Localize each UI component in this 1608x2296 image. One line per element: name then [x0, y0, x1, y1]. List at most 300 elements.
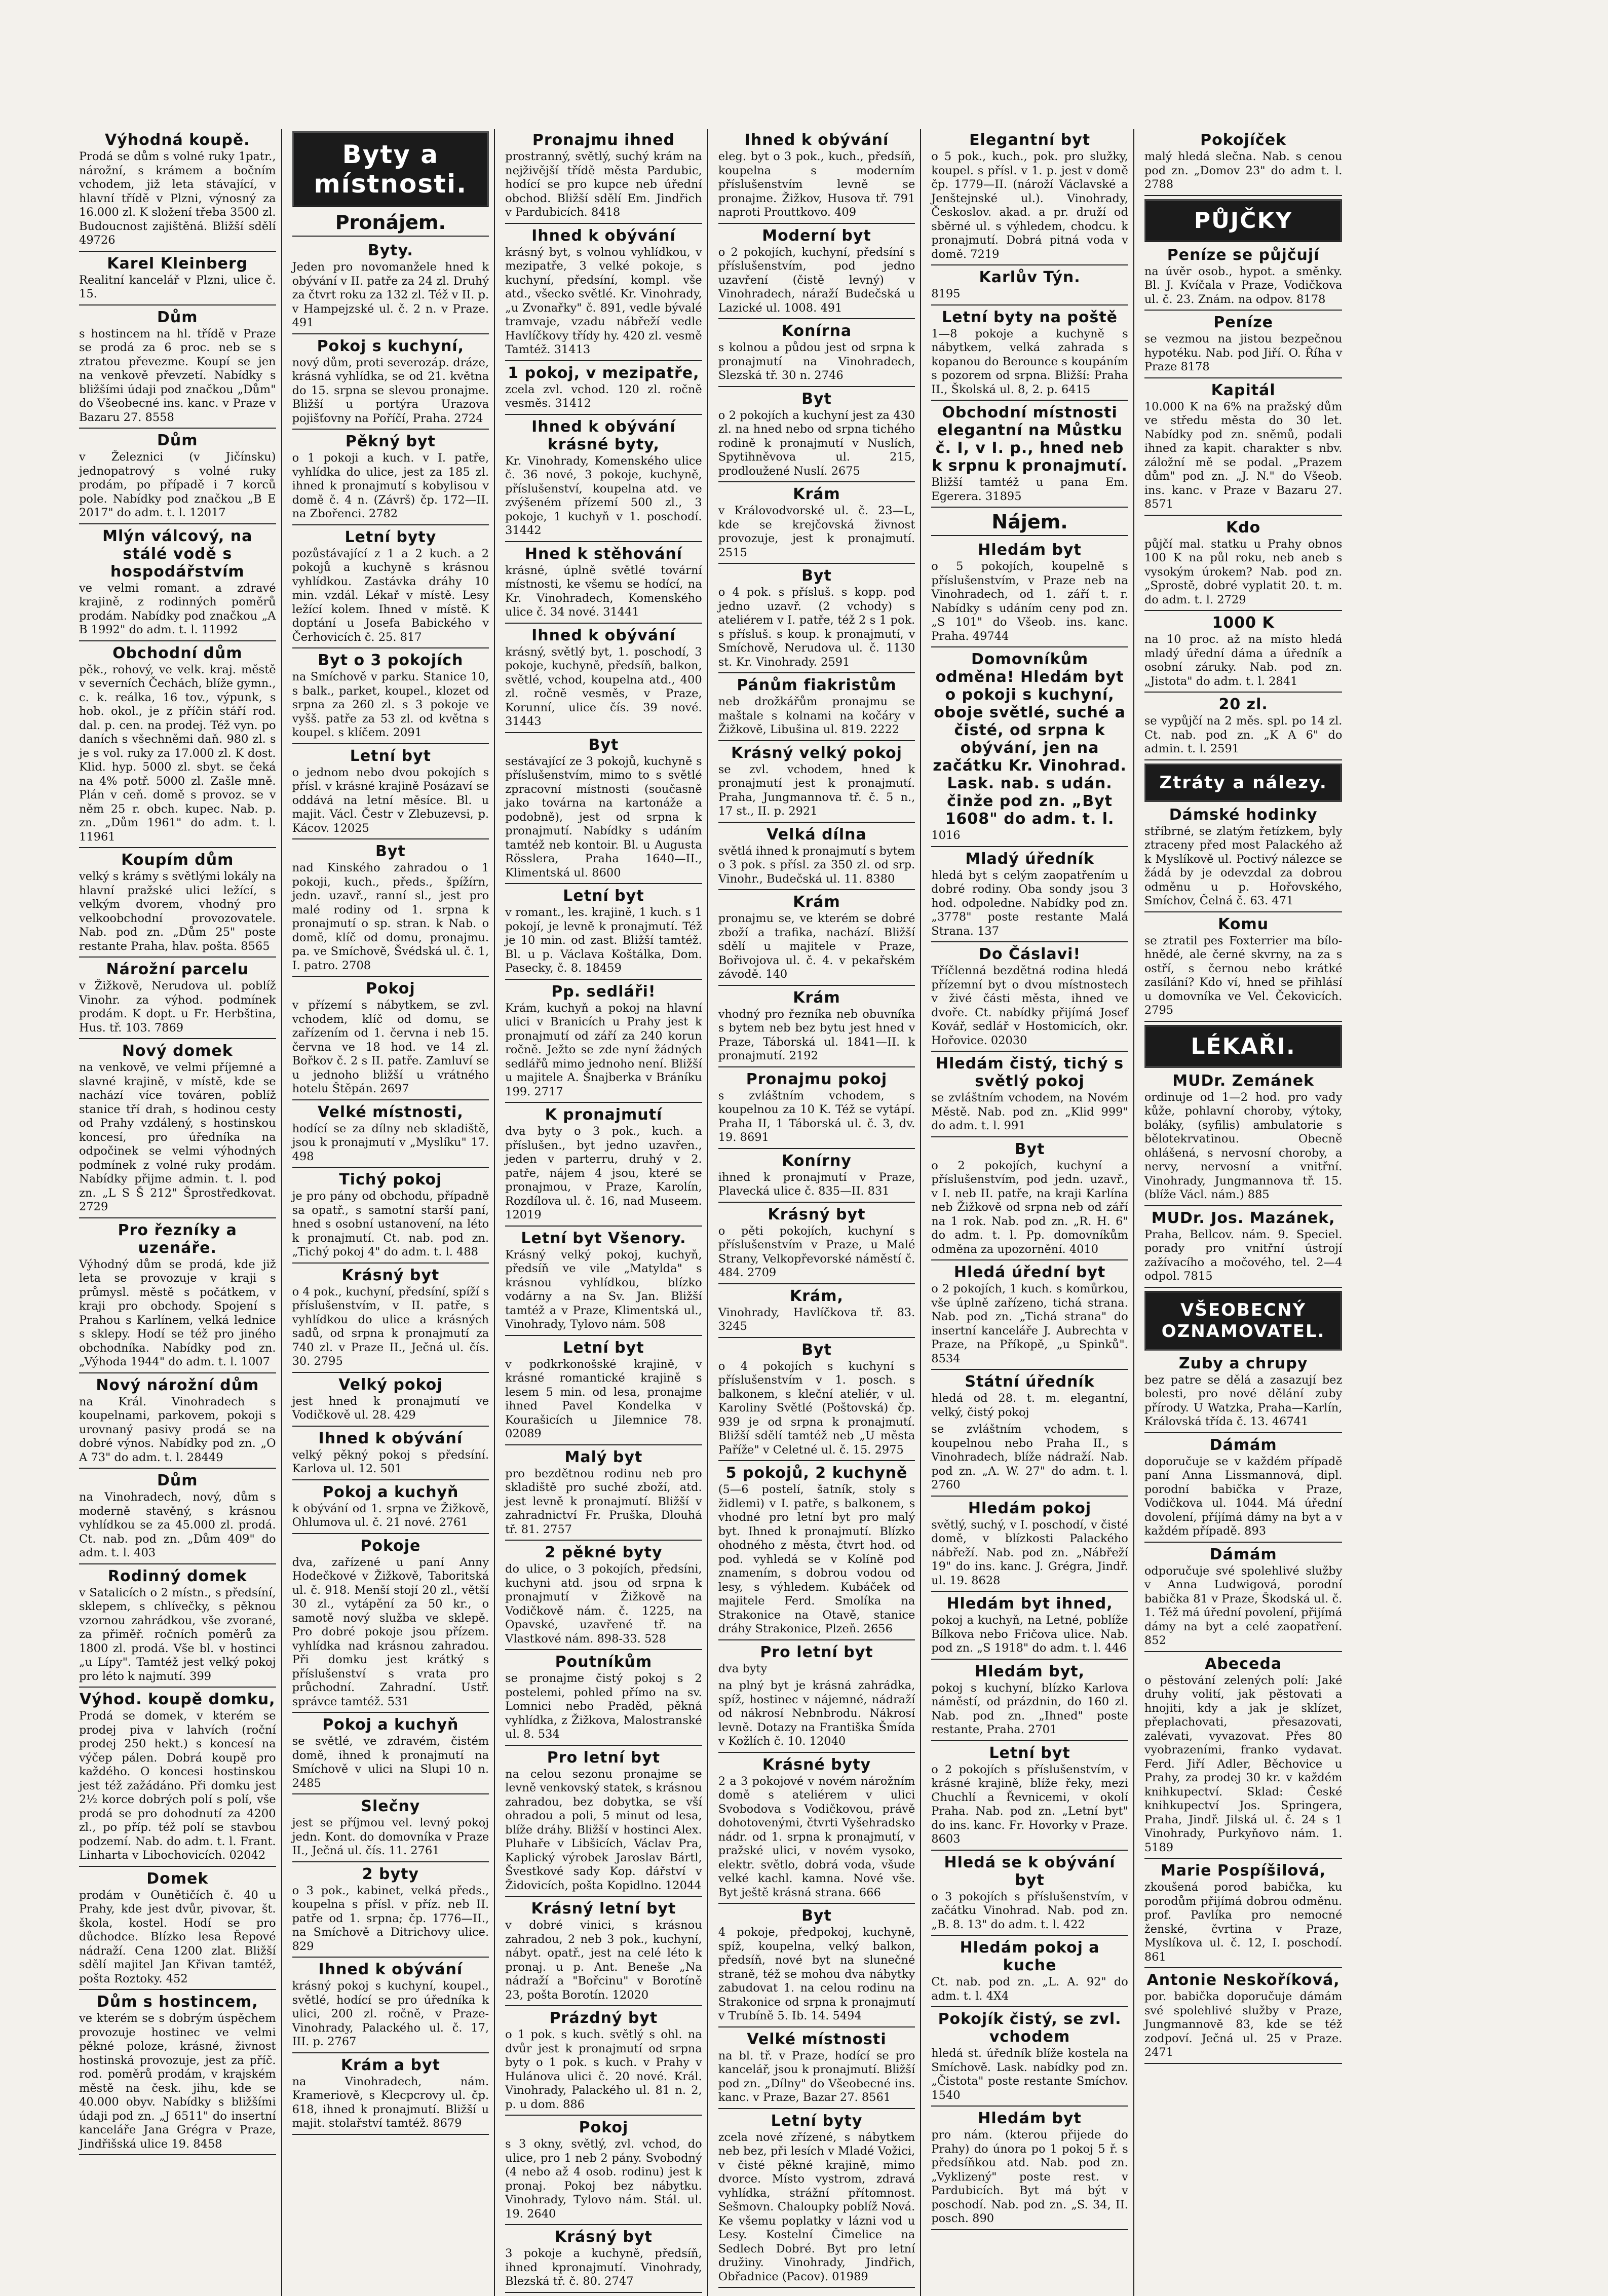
ad-heading: Marie Pospíšilová,	[1160, 1862, 1326, 1880]
ad-text: pěk., rohový, ve velk. kraj. městě v severních Čechách, blíže gymn., c. k. reálka, 16 tov., výpunk, s hob. okol., je z příčin stáří rod. dal. p. cen. na prodej. Též vyn. po daních s všechněmi daň. 980 zl. s je s vol. ruky za 17.000 zl. K dost. Klid. hyp. 5000 zl. sbyt. se čeká na 4% potř. 5000 zl. Zašle mně. Plán v ceň. domě s provoz. se v něm 25 r. obch. kupec. Nab. p. zn. „Dům 1961" do adm. t. l. 11961	[79, 663, 276, 844]
ad-divider	[292, 1372, 489, 1373]
classified-ad	[79, 851, 276, 953]
classified-ad	[931, 1854, 1128, 1932]
classified-ad	[718, 1464, 915, 1636]
classified-ad	[931, 404, 1128, 504]
ad-heading: Peníze	[1213, 314, 1274, 331]
ad-divider	[292, 1861, 489, 1862]
classified-ad	[505, 1230, 702, 1332]
ad-divider	[1144, 1967, 1343, 1968]
ad-divider	[1144, 377, 1343, 378]
ad-text: zcela nové zřízené, s nábytkem neb bez, při lesích v Mladé Vožici, v čisté pěkné krajině, mimo dvorce. Místo vystrom, zdravá vyhlídka, strážní přítomnost. Sešmovn. Chaloupky poblíž Nová. Ke všemu poplatky v lázni vod u Lesy. Kostelní Čimelice na Sedlech Dobré. Byt pro letní družiny. Vinohrady, Jindřich, Obřadnice (Pacov). 01989	[718, 2130, 915, 2283]
ad-divider	[79, 1989, 276, 1990]
ad-text: 4 pokoje, předpokoj, kuchyně, spíž, koupelna, velký balkon, předsíň, nové byt na slunečné straně, též se mohou dva nábytky zabudovat 1. na celou rodinu na Strakonice od srpna k pronajmutí v Trubíně 5. Ib. 14. 5494	[718, 1926, 915, 2022]
classified-ad	[718, 567, 915, 669]
ad-heading: Ihned k obývání	[744, 131, 889, 149]
ad-heading: Krám	[793, 893, 840, 911]
ad-heading: Dům	[157, 1472, 198, 1489]
classified-ad	[505, 887, 702, 976]
classified-ad	[718, 131, 915, 220]
classified-ad	[931, 1595, 1128, 1656]
ad-heading: Výhodná koupě.	[104, 131, 250, 149]
ad-divider	[718, 1202, 915, 1203]
ad-text: o 2 pokojích, 1 kuch. s komůrkou, vše úplně zařízeno, tichá strana. Nab. pod zn. „Tichá strana" do insertní kanceláře J. Aubrechta v Praze, na Příkopě, „u Spinků". 8534	[931, 1282, 1128, 1365]
ad-text: Realitní kancelář v Plzni, ulice č. 15.	[79, 273, 276, 300]
ad-text: na Král. Vinohradech s koupelnami, parkovem, pokoji s urovnaný pasivy prodá se na dobré výnos. Nabídky pod zn. „O A 73" do adm. t. l. 28449	[79, 1395, 276, 1464]
classified-ad	[931, 2110, 1128, 2226]
classified-ad	[718, 2031, 915, 2105]
classified-ad	[505, 131, 702, 220]
ad-divider	[718, 2026, 915, 2027]
ad-divider	[292, 1712, 489, 1713]
ad-divider	[931, 1935, 1128, 1936]
classified-ad	[718, 1152, 915, 1199]
ad-heading: Letní byt	[563, 1338, 644, 1357]
ad-text: na bl. tř. v Praze, hodící se pro kancelář, jsou k pronajmutí. Bližší pod zn. „Dílny" do Všeobecné ins. kanc. v Praze, Bazar 27. 8561	[718, 2049, 915, 2104]
ad-heading: Pokoj a kuchyň	[322, 1483, 459, 1501]
classified-ad	[292, 433, 489, 521]
ad-divider	[931, 2229, 1128, 2230]
ad-heading: Byty.	[367, 242, 413, 259]
ad-text: o 5 pok., kuch., pok. pro služky, koupel. s přísl. v 1. p. jest v domě čp. 1779—II. (nároží Václavské a Jenštejnské ul.). Vinohrady, Českoslov. akad. a pr. druží od sběrné ul. s výhledem, chodcu. k pronajmutí. Dobrá pitná voda v domě. 7219	[931, 150, 1128, 261]
ad-heading: Byt	[801, 1341, 832, 1359]
ad-divider	[505, 1335, 702, 1336]
ad-text: Tříčlenná bezdětná rodina hledá přízemní byt o dvou místnostech v živé části města, ihned ve dvoře. Ct. nabídky přijímá Josef Kovář, sedlář v Hostomicích, okr. Hořovice. 02030	[931, 964, 1128, 1047]
classified-ad	[505, 1544, 702, 1646]
column-4	[715, 129, 922, 2296]
section-banner: Ztráty a nálezy.	[1144, 763, 1343, 802]
ad-divider	[79, 1687, 276, 1688]
ad-divider	[505, 2224, 702, 2225]
ad-divider	[718, 1460, 915, 1461]
ad-divider	[505, 1896, 702, 1897]
ad-text: 2 a 3 pokojové v novém nárožním domě s ateliérem v ulici Svobodova s Vodičkovou, právě dohotovenými, čtvrti Vyšehradsko nádr. od 1. srpna k pronajmutí, v pražské ulici, v novém vysoko, elektr. světlo, dobrá voda, všude velké kachl. kamna. Nové vše. Byt ještě krásná strana. 666	[718, 1774, 915, 1899]
ad-heading: Pokojík čistý, se zvl. vchodem	[938, 2010, 1122, 2046]
classified-ad	[292, 1797, 489, 1858]
ad-text: s zvláštním vchodem, s koupelnou za 10 K. Též se vytápí. Praha II, 1 Táborská ul. č. 3, dv. 19. 8691	[718, 1089, 915, 1144]
ad-text: v přízemí s nábytkem, se zvl. vchodem, klíč od domu, se zařízením od 1. června i neb 15. června ve 18 hod. ve 14 zl. Bořkov č. 2 s II. patře. Zamluví se u jednoho bližší u vrátného hotelu Štěpán. 2697	[292, 999, 489, 1095]
ad-text: se zvláštním vchodem, na Novém Městě. Nab. pod zn. „Klid 999" do adm. t. l. 991	[931, 1091, 1128, 1132]
ad-divider	[718, 2287, 915, 2288]
ad-text: eleg. byt o 3 pok., kuch., předsíň, koupelna s moderním příslušenstvím levně se pronajme. Žižkov, Husova tř. 791 naproti Prouttkovo. 409	[718, 150, 915, 219]
section-banner: Byty a místnosti.	[292, 131, 489, 207]
ad-divider	[79, 1038, 276, 1039]
ad-divider	[79, 428, 276, 429]
classified-ad	[931, 850, 1128, 939]
classified-ad	[718, 989, 915, 1063]
ad-text: v romant., les. krajině, 1 kuch. s 1 pokojí, je levně k pronajmutí. Též je 10 min. od zast. Bližší tamtéž. Bl. u p. Václava Koštálka, Dom. Pasecky, č. 8. 18459	[505, 906, 702, 975]
ad-divider	[718, 2108, 915, 2109]
ad-divider	[292, 333, 489, 334]
ad-heading: Mlýn válcový, na stálé vodě s hospodářstvím	[102, 527, 253, 581]
classified-ad	[79, 527, 276, 637]
ad-heading: Poutníkům	[555, 1653, 653, 1671]
ad-divider	[931, 1259, 1128, 1260]
ad-heading: Nárožní parcelu	[106, 961, 249, 978]
ad-text: prostranný, světlý, suchý krám na nejživější třídě města Pardubic, hodící se pro kupce neb úřední obchod. Bližší sdělí Em. Jindřich v Pardubicích. 8418	[505, 150, 702, 219]
classified-ad	[79, 432, 276, 520]
ad-text: k obývání od 1. srpna ve Žižkově, Ohlumova ul. č. 21 nové. 2761	[292, 1502, 489, 1529]
ad-heading: Malý byt	[564, 1448, 643, 1466]
ad-divider	[1144, 759, 1343, 760]
ad-heading: Krásný byt	[768, 1205, 866, 1223]
ad-text: s kolnou a půdou jest od srpna k pronajmutí na Vinohradech, Slezská tř. 30 n. 2746	[718, 341, 915, 382]
ad-divider	[292, 1262, 489, 1264]
ad-text: 1016	[931, 829, 961, 842]
ad-text: se vypůjčí na 2 měs. spl. po 14 zl. Ct. nab. pod zn. „K A 6" do admin. t. l. 2591	[1144, 714, 1343, 755]
ad-heading: Dámám	[1209, 1545, 1277, 1563]
ad-text: hledá byt s celým zaopatřením u dobré rodiny. Oba sondy jsou 3 hod. odpoledne. Nabídky pod zn. „3778" poste restante Malá Strana. 137	[931, 868, 1128, 938]
ad-heading: Krám a byt	[340, 2056, 440, 2074]
ad-text: o pěti pokojích, kuchyní s příslušenstvím v Praze, u Malé Strany, Velkopřevorské náměstí č. 484. 2709	[718, 1224, 915, 1279]
ad-heading: Hledám pokoj a kuche	[960, 1939, 1100, 1974]
classified-ad	[505, 627, 702, 729]
classified-ad	[1144, 1355, 1343, 1429]
classified-ad	[1144, 246, 1343, 307]
ad-divider	[292, 1533, 489, 1534]
ad-text: (5—6 postelí, šatník, stoly s židlemi) v I. patře, s balkonem, s vhodné pro letní byt pro malý byt. Ihned k pronajmutí. Blízko ohodného z města, čtvrt hod. od pod. vyhledá se v Kolíně pod znamením, s dobrou vodou od lesy, s výhledem. Kubáček od majitele Ferd. Smolíka na Strakonice na Otavě, stanice dráhy Strakonice, Plzeň. 2656	[718, 1483, 915, 1635]
classified-ad	[718, 744, 915, 819]
ad-divider	[1144, 310, 1343, 311]
ad-text: ve kterém se s dobrým úspěchem provozuje hostinec ve velmi pěkné poloze, krásné, živnost hostinská provozuje, jest za příč. rod. poměrů prodám, v krajském městě na česk. jihu, kde se 40.000 obyv. Nabídky s bližšími údaji pod zn. „J 6511" do insertní kanceláře Jana Grégra v Praze, Jindřišská ulice 19. 8458	[79, 2012, 276, 2151]
ad-heading: Velké místnosti	[747, 2030, 887, 2048]
classified-ad	[718, 390, 915, 479]
classified-ad	[505, 736, 702, 881]
ad-heading: Ihned k obývání	[531, 226, 676, 245]
ad-text: nad Kinského zahradou o 1 pokoji, kuch., předs., špížírn, jedn. uzavř., ranní sl., jest pro malé rodiny od 1. srpna k pronajmutí o sp. stran. k Nab. o domě, klíč od domu, pronajmu. pa. ve Smíchově, Švédská ul. č. 1, I. patro. 2708	[292, 861, 489, 972]
classified-ad	[79, 1993, 276, 2151]
classified-ad	[505, 2009, 702, 2112]
ad-divider	[505, 1102, 702, 1103]
ad-text: se světlé, ve zdravém, čistém domě, ihned k pronajmutí na Smíchově v ulici na Slupi 10 n. 2485	[292, 1735, 489, 1790]
ad-text: o 2 pokojích, kuchyní a příslušenstvím, pod jedn. uzavř., v I. neb II. patře, na kraji Karlína neb Žižkově od srpna neb od září na 1 rok. Nab. pod zn. „R. H. 6" do adm. t. l. Pp. domovníkům odměna za upozornění. 4010	[931, 1159, 1128, 1256]
ad-heading: Karel Kleinberg	[107, 254, 248, 273]
column-6	[1141, 129, 1348, 2296]
classified-ad	[292, 1376, 489, 1423]
classified-ad	[1144, 696, 1343, 756]
classified-ad	[718, 1206, 915, 1280]
classified-ad	[79, 1221, 276, 1369]
classified-ad	[79, 1472, 276, 1560]
classified-ad	[718, 1341, 915, 1458]
ad-text: se ztratil pes Foxterrier ma bílo-hnědé, ale černé skvrny, na za s ostří, s černou nebo krátké zasílání? Kdo ví, hned se přihlásí u domovníka ve Vel. Čekovicích. 2795	[1144, 934, 1343, 1017]
classified-ad	[505, 364, 702, 411]
ad-text: do ulice, o 3 pokojích, předsíni, kuchyni atd. jsou od srpna k pronajmutí v Žižkově na Vodičkově nám. č. 1225, na Opavské, uzavřené tř. na Vlastkové nám. 898-33. 528	[505, 1562, 702, 1646]
ad-text: zcela zvl. vchod. 120 zl. ročně vesměs. 31412	[505, 382, 702, 410]
classified-ad	[292, 747, 489, 836]
ad-divider	[292, 1479, 489, 1480]
ad-divider	[931, 1591, 1128, 1592]
ad-heading: Hledám byt	[978, 2110, 1082, 2127]
classified-ad	[1144, 519, 1343, 607]
ad-heading: Mladý úředník	[965, 850, 1094, 868]
ad-heading: Dům s hostincem,	[96, 1993, 258, 2011]
ad-text: krásné, úplně světlé tovární místnosti, ke všemu se hodící, na Kr. Vinohradech, Komenského ulice č. 34 nové. 31441	[505, 563, 702, 619]
ad-heading: Pokoj a kuchyň	[322, 1716, 459, 1734]
ad-divider	[292, 838, 489, 839]
classified-ad	[292, 1483, 489, 1530]
ad-divider	[931, 1136, 1128, 1137]
ad-text: por. babička doporučuje dámám své spolehlivé služby v Praze, Jungmannově 83, kde se též zodpoví. Ječná ul. 25 v Praze. 2471	[1144, 1990, 1343, 2059]
ad-heading: Dámské hodinky	[1169, 806, 1318, 824]
classified-ad	[292, 652, 489, 740]
ad-text: pro nám. (kterou přijede do Prahy) do února po 1 pokoj 5 ř. s předsíňkou atd. Nab. pod zn. „Vyklizený" poste rest. v Pardubicích. Byt má být v poschodí. Nab. pod zn. „S. 34, II. posch. 890	[931, 2128, 1128, 2225]
classified-ad	[505, 545, 702, 620]
ad-text: s 3 okny, světlý, zvl. vchod, do ulice, pro 1 neb 2 pány. Svobodný (4 nebo až 4 osob. rodinu) jest k pronaj. Pokoj bez nábytku. Vinohrady, Tylovo nám. Stál. ul. 19. 2640	[505, 2137, 702, 2221]
ad-divider	[1144, 515, 1343, 516]
ad-heading: Byt	[1014, 1140, 1045, 1158]
ad-divider	[505, 2115, 702, 2116]
ad-divider	[718, 1283, 915, 1284]
ad-divider	[292, 647, 489, 648]
ad-heading: Pokojíček	[1200, 131, 1287, 149]
ad-heading: Konírna	[781, 322, 852, 340]
ad-heading: K pronajmutí	[545, 1106, 663, 1124]
ad-text: v podkrkonošské krajině, v krásné romantické krajině s lesem 5 min. od lesa, pronajme ihned Pavel Kondelka v Kourašicích u Jilemnice 78. 02089	[505, 1357, 702, 1440]
ad-text: na celou sezonu pronajme se levně venkovský statek, s krásnou zahradou, bez dobytka, se vší ohradou a poli, 5 minut od lesa, blíže dráhy. Bližší v hostinci Alex. Pluhaře v Libšicích, Václav Pra, Kaplický výrobek Jaroslav Bártl, Švestkové sady Kop. dářství v Židovicích, pošta Kopidlno. 12044	[505, 1767, 702, 1892]
classified-ad	[1144, 806, 1343, 908]
ad-text: v Satalicích o 2 místn., s předsíní, sklepem, s chlívečky, s pěknou vzornou zahrádkou, vše zvorané, za přiměř. ročních poměrů za 1800 zl. prodá. Vše bl. v hostinci „u Lípy". Tamtéž jest velký pokoj pro léto k najmutí. 399	[79, 1586, 276, 1683]
ad-text: velký s krámy s světlými lokály na hlavní pražské ulici ležící, s velkým dvorem, vhodný pro velkoobchodní provozovatele. Nab. pod zn. „Dům 25" poste restante Praha, hlav. pošta. 8565	[79, 870, 276, 953]
ad-text: světlá ihned k pronajmutí s bytem o 3 pok. s přísl. za 350 zl. od srp. Vinohr., Budečská ul. 11. 8380	[718, 844, 915, 886]
classified-ad	[79, 1376, 276, 1465]
classified-ad	[79, 1691, 276, 1863]
ad-text: o 2 pokojích a kuchyní jest za 430 zl. na hned nebo od srpna tichého rodině k pronajmutí v Nuslích, Spytihněvova ul. 215, prodloužené Nuslí. 2675	[718, 408, 915, 478]
ad-text: na Vinohradech, nám. Krameriově, s Klecpcrovy ul. čp. 618, ihned k pronajmutí. Bližší u majit. stolařství tamtéž. 8679	[292, 2075, 489, 2130]
ad-text: Bližší tamtéž u pana Em. Egerera. 31895	[931, 476, 1128, 503]
ad-heading: Pro řezníky a uzenáře.	[118, 1221, 237, 1257]
ad-heading: Peníze se půjčují	[1167, 246, 1320, 264]
ad-text: ve velmi romant. a zdravé krajině, z rodinných poměrů prodám. Nabídky pod značkou „A B 1992" do adm. t. l. 11992	[79, 581, 276, 636]
classified-ad	[931, 1055, 1128, 1133]
ad-divider	[292, 976, 489, 977]
ad-heading: MUDr. Jos. Mazánek,	[1151, 1209, 1335, 1227]
ad-heading: Hledám čistý, tichý s světlý pokoj	[936, 1055, 1124, 1090]
ad-text: pronajmu se, ve kterém se dobré zboží a trafika, nachází. Bližší sdělí u majitele v Praze, Bořivojova ul. č. 4. v pekařském závodě. 140	[718, 912, 915, 981]
ad-divider	[931, 264, 1128, 265]
classified-ad	[79, 1870, 276, 1986]
ad-divider	[718, 1066, 915, 1067]
ad-heading: Hledám byt	[978, 541, 1082, 559]
ad-text: Praha, Bellcov. nám. 9. Speciel. porady pro vnitřní ústrojí zažívacího a močového, tel. 2—4 odpol. 7815	[1144, 1228, 1343, 1283]
ad-text: pozůstávající z 1 a 2 kuch. a 2 pokojů a kuchyně s krásnou vyhlídkou. Zastávka dráhy 10 min. vzdál. Lékař v místě. Lesy ležící kolem. Ihned v místě. K doptání u Josefa Babického v Čerhovicích č. 25. 817	[292, 547, 489, 644]
classified-ad	[718, 2112, 915, 2284]
ad-divider	[718, 822, 915, 823]
classified-ad	[1144, 1655, 1343, 1855]
ad-divider	[292, 1957, 489, 1958]
classified-ad	[505, 1448, 702, 1537]
ad-divider	[931, 1496, 1128, 1497]
ad-divider	[1144, 911, 1343, 912]
ad-heading: Pp. sedláři!	[551, 982, 656, 1001]
ad-divider	[931, 646, 1128, 647]
ad-text: malý hledá slečna. Nab. s cenou pod zn. „Domov 23" do adm t. l. 2788	[1144, 150, 1343, 191]
ad-divider	[79, 847, 276, 848]
classified-ad	[718, 1756, 915, 1900]
classified-ad	[931, 269, 1128, 301]
ad-text: v dobré vinici, s krásnou zahradou, 2 neb 3 pok., kuchyní, nábyt. opatř., jest na celé léto k pronaj. u p. Ant. Beneše „Na nádraží a "Bořcinu" v Borotíně 23, pošta Borotín. 12020	[505, 1919, 702, 2002]
ad-heading: Krám	[793, 485, 840, 503]
ad-heading: Krám,	[790, 1287, 844, 1305]
ad-divider	[1144, 1021, 1343, 1022]
ad-text: o 4 pokojích s kuchyní s příslušenstvím v 1. posch. s balkonem, s kleční ateliér, v ul. Karoliny Světlé (Poštovská) čp. 939 je od srpna k pronajmutí. Bližší sdělí tamtéž neb „U města Paříže" v Celetné ul. č. 15. 2975	[718, 1359, 915, 1457]
ad-heading: 1000 K	[1212, 614, 1275, 632]
ad-text: o 2 pokojích, kuchyní, předsíní s příslušenstvím, pod jedno uzavření (čistě levný) v Vinohradech, náraží Budečská u Lazické ul. 1008. 491	[718, 245, 915, 315]
ad-text: Vinohrady, Havlíčkova tř. 83. 3245	[718, 1306, 915, 1333]
ad-heading: Antonie Neskoříková,	[1146, 1971, 1340, 1989]
classified-ad	[718, 676, 915, 737]
ad-divider	[1144, 2063, 1343, 2064]
classified-ad	[505, 1749, 702, 1893]
ad-text: Výhodný dům se prodá, kde již leta se provozuje v kraji s průmysl. městě s počátkem, v kraji pro obchody. Spojení s Prahou s Karlínem, velká lednice s sklepy. Hodí se též pro jiného obchodníka. Nabídky pod zn. „Výhoda 1944" do adm. t. l. 1007	[79, 1257, 276, 1368]
ad-divider	[79, 956, 276, 958]
ad-text: dva byty	[718, 1662, 768, 1675]
ad-heading: Nový domek	[122, 1042, 233, 1060]
ad-divider	[505, 1444, 702, 1445]
ad-text: o jednom nebo dvou pokojích s přísl. v krásné krajině Posázaví se oddává na letní měsíce. Bl. u majit. Václ. Čestr v Zlebuzevsi, p. Kácov. 12025	[292, 766, 489, 835]
ad-text: odporučuje své spolehlivé služby v Anna Ludwigová, porodní babička 81 v Praze, Škodská ul. č. 1. Též má úřední povolení, přijímá dámy na byt a celé zaopatření. 852	[1144, 1564, 1343, 1647]
ad-text: dva, zařízené u paní Anny Hodečkové v Žižkově, Taboritská ul. č. 918. Menší stojí 20 zl., větší 30 zl., vytápění za 50 kr., o samotě nový služba ve sklepě. Pro dobré pokoje jsou přízem. vyhlídka nad krásnou zahradou. Při domku jest krátký s příslušenství s vrata pro průchodní. Zahradní. Ustř. správce tamtéž. 531	[292, 1555, 489, 1708]
ad-text: Prodá se dům s volné ruky 1patr., nárožní, s krámem a bočním vchodem, již leta stávající, v hlavní třídě v Plzni, výnosný za 16.000 zl. K složení třeba 3500 zl. Budoucnost zajištěná. Bližší sdělí 49726	[79, 150, 276, 247]
classified-ad	[931, 1140, 1128, 1257]
classified-ad	[505, 1106, 702, 1222]
ad-divider	[718, 318, 915, 319]
ad-heading: Pronajmu ihned	[532, 131, 675, 149]
ad-heading: Pokoj	[366, 980, 415, 998]
ad-divider	[505, 623, 702, 624]
ad-text: o 4 pok., kuchyní, předsíní, spíží s příslušenstvím, v II. patře, s vyhlídkou do ulice a krásných sadů, od srpna k pronajmutí za 740 zl. v Praze II., Ječná ul. čís. 30. 2795	[292, 1285, 489, 1368]
ad-text: na Smíchově v parku. Stanice 10, s balk., parket, koupel., klozet od srpna za 260 zl. s 3 pokoje ve vyšš. patře za 53 zl. od května s koupel. s klíčem. 2091	[292, 670, 489, 739]
ad-heading: Pokoj	[579, 2119, 629, 2136]
ad-heading: Letní byty na poště	[942, 308, 1118, 326]
ad-heading: Krásný letní byt	[531, 1900, 676, 1918]
ad-heading: MUDr. Zemánek	[1172, 1072, 1314, 1090]
ad-text: v Královodvorské ul. č. 23—L, kde se krejčovská živnost provozuje, jest k pronajmutí. 2515	[718, 504, 915, 559]
ad-divider	[79, 523, 276, 524]
ad-divider	[1144, 1542, 1343, 1543]
ad-text: na venkově, ve velmi příjemné a slavné krajině, v místě, kde se nachází více továren, poblíž stanice tří drah, s hodinou cesty od Prahy vzdálený, s hostinskou koncesí, pro úředníka na odpočinek se velmi výhodných podmínek z volné ruky prodám. Nabídky přijme admin. t. l. pod zn. „L S Š 212" Šprostředkovat. 2729	[79, 1061, 276, 1213]
classified-ad	[1144, 1862, 1343, 1964]
ad-heading: Domek	[146, 1869, 209, 1888]
section-banner: VŠEOBECNÝ OZNAMOVATEL.	[1144, 1291, 1343, 1351]
ad-heading: Byt	[375, 843, 406, 860]
ad-divider	[931, 846, 1128, 847]
ad-divider	[292, 1167, 489, 1168]
ad-text: o pěstování zelených polí: Jaké druhy volití, jak pěstovati a hnojiti, kdy a jak je sklízet, přeplachovati, přesazovati, zalévati, vyvazovat. Přes 80 vyobrazeními, franko vydavat. Ferd. Jiří Adler, Běchovice u Prahy, za prodej 30 kr. v každém knihkupectví. Sklad: České knihkupectví Jos. Springera, Praha, Jindř. Jilská ul. č. 24 s 1 Vinohrady, Purkyňovo nám. 1. 5189	[1144, 1673, 1343, 1854]
classified-ad	[718, 322, 915, 383]
ad-heading: Letní byty	[771, 2112, 863, 2130]
ad-divider	[79, 1866, 276, 1867]
classified-ad	[718, 485, 915, 560]
ad-divider	[292, 1099, 489, 1100]
ad-heading: Letní byt	[350, 747, 431, 765]
ad-text: prodám v Ounětičích č. 40 u Prahy, kde jest dvůr, pivovar, št. škola, kostel. Hodí se pro důchodce. Blízko lesa Řepové nádraží. Cena 1200 zlat. Bližší sdělí majitel Jan Křivan tamtéž, pošta Roztoky. 452	[79, 1888, 276, 1985]
ad-heading: Domovníkům odměna! Hledám byt o pokoji s kuchyní, oboje světlé, suché a čisté, od srpna k obývání, jen na začátku Kr. Vinohrad. Lask. nab. s udán. činže pod zn. „Byt 1608" do adm. t. l.	[933, 650, 1127, 828]
classified-ad	[505, 2119, 702, 2221]
ad-text: o 3 pokojích s příslušenstvím, v začátku Vinohrad. Nab. pod zn. „B. 8. 13" do adm. t. l. 422	[931, 1890, 1128, 1931]
ad-divider	[505, 414, 702, 415]
ad-divider	[718, 672, 915, 673]
ad-text: jest se příjmou vel. levný pokoj jedn. Kont. do domovníka v Praze II., Ječná ul. čís. 11. 2761	[292, 1816, 489, 1857]
ad-divider	[79, 304, 276, 305]
ad-divider	[79, 2154, 276, 2155]
ad-heading: Státní úředník	[965, 1373, 1095, 1391]
classified-ad	[79, 309, 276, 425]
ad-heading: Abeceda	[1205, 1655, 1282, 1673]
classified-ad	[292, 1103, 489, 1164]
classified-ad	[718, 1643, 915, 1749]
section-banner: LÉKAŘI.	[1144, 1025, 1343, 1068]
ad-heading: Letní byt Všenory.	[521, 1229, 686, 1247]
column-1	[76, 129, 282, 2296]
classified-ad	[79, 644, 276, 845]
ad-text: Jeden pro novomanžele hned k obývání v II. patře za 24 zl. Druhý za čtvrt roku za 132 zl. Též v II. p. v Hampejzské ul. č. 2 n. v Praze. 491	[292, 260, 489, 329]
ad-divider	[79, 251, 276, 252]
ad-heading: 2 byty	[362, 1865, 419, 1883]
classified-ad	[1144, 1072, 1343, 1202]
classified-ad	[1144, 1436, 1343, 1539]
classified-ad	[292, 843, 489, 973]
ad-heading: Hledám pokoj	[968, 1499, 1092, 1517]
ad-text: se pronajme čistý pokoj s 2 postelemi, pohled přímo na sv. Lomnici nebo Praděd, pěkná vyhlídka, z Žižkova, Malostranské ul. 8. 534	[505, 1672, 702, 1741]
ad-text: s hostincem na hl. třídě v Praze se prodá za 6 proc. neb se s ztratou převezme. Koupí se jen na venkově převzetí. Nabídky s bližšími údaji pod značkou „Dům" do Všeobecné ins. kanc. v Praze v Bazaru 27. 8558	[79, 327, 276, 424]
ad-text: pokoj s kuchyní, blízko Karlova náměstí, od prázdnin, do 160 zl. Nab. pod zn. „Ihned" poste restante, Praha. 2701	[931, 1681, 1128, 1736]
classified-ad	[1144, 1971, 1343, 2060]
ad-text: pokoj a kuchyň, na Letné, poblíže Bílkova nebo Fričova ulice. Nab. pod zn. „S 1918" do adm. t. l. 446	[931, 1614, 1128, 1655]
ad-text: pro bezdětnou rodinu neb pro skladiště pro suché zboží, atd. jest levně k pronajmutí. Bližší v zahradnictví Fr. Pruška, Dlouhá tř. 81. 2757	[505, 1467, 702, 1536]
ad-heading: 20 zl.	[1218, 696, 1268, 713]
classified-ad	[1144, 915, 1343, 1018]
ad-heading: Do Čáslavi!	[979, 945, 1081, 963]
ad-divider	[931, 941, 1128, 942]
classified-ad	[718, 1070, 915, 1145]
ad-heading: Tichý pokoj	[339, 1171, 442, 1189]
ad-heading: Byt o 3 pokojích	[318, 652, 464, 669]
classified-ad	[505, 1339, 702, 1441]
ad-divider	[1144, 1287, 1343, 1288]
classified-ad	[292, 1171, 489, 1259]
ad-text: dva byty o 3 pok., kuch. a příslušen., byt jedno uzavřen., jeden v parterru, druhý v 2. patře, nájem 4 jsou, které se pronajmou, v Praze, Karolín, Rozdílova ul. č. 16, nad Museem. 12019	[505, 1125, 702, 1221]
ad-columns	[76, 129, 1560, 2288]
classified-ad	[931, 2010, 1128, 2102]
ad-heading: Výhod. koupě domku,	[80, 1691, 276, 1708]
ad-divider	[79, 1217, 276, 1218]
ad-divider	[718, 740, 915, 741]
ad-heading: Komu	[1218, 915, 1269, 933]
ad-text: zkoušená porod babička, ku porodům přijímá dobrou odměnu. prof. Pavlíka pro nemocné ženské, čvrtina v Praze, Myslíkova ul. č. 12, I. poschodí. 861	[1144, 1881, 1343, 1964]
classified-ad	[79, 1567, 276, 1684]
ad-text: krásný, světlý byt, 1. poschodí, 3 pokoje, kuchyně, předsíň, balkon, světlé, vchod, koupelna atd., 400 zl. ročně vesměs, v Praze, Korunní, ulice čís. 39 nové. 31443	[505, 645, 702, 728]
ad-heading: Dům	[157, 308, 198, 326]
ad-divider	[505, 360, 702, 361]
ad-divider	[292, 524, 489, 525]
ad-text: sestávající ze 3 pokojů, kuchyně s příslušenstvím, mimo to s světlé zpracovní místnosti (současně jako továrna na kartonáže a podobně), jest od srpna k pronajmutí. Nabídky s udáním tamtéž neb kontoir. Bl. u Augusta Rösslera, Praha 1640—II., Klimentská ul. 8600	[505, 754, 702, 879]
ad-divider	[718, 1337, 915, 1338]
ad-divider	[505, 223, 702, 224]
ad-heading: Obchodní dům	[112, 644, 243, 662]
ad-heading: Krásný velký pokoj	[731, 744, 902, 762]
ad-text: jest hned k pronajmutí ve Vodičkově ul. 28. 429	[292, 1394, 489, 1422]
ad-text: 10.000 K na 6% na pražský dům ve středu města do 30 let. Nabídky pod zn. sněmů, podali ihned za kapit. charakter s nbv. záložní mě se podal. „Prazem dům" pod zn. „J. N." do Všeob. ins. kanc. v Praze v Bazaru 27. 8571	[1144, 400, 1343, 511]
ad-text: Prodá se domek, v kterém se prodej piva v lahvích (roční prodej 250 hekt.) s koncesí na výčep pálen. Dobrá koupě pro každého. O koncesi hostinskou jest též zažádáno. Při domku jest 2½ korce dobrých polí s polí, vše prodá se pro dohodnutí za 4200 zl., po příp. též polí se stavbou podzemí. Nab. do adm. t. l. Frant. Linharta v Libochovicích. 02042	[79, 1709, 276, 1862]
ad-text: stříbrné, se zlatým řetízkem, byly ztraceny před most Palackého až k Myslíkově ul. Poctivý nálezce se žádá by je odevzdal za dobrou odměnu u p. Hořovského, Smíchov, Čelná č. 63. 471	[1144, 824, 1343, 907]
ad-divider	[718, 386, 915, 387]
ad-heading: Velký pokoj	[338, 1375, 443, 1394]
classified-ad	[718, 1907, 915, 2023]
ad-heading: Byt	[588, 736, 619, 754]
ad-divider	[931, 1850, 1128, 1851]
ad-text: se vezmou na jistou bezpečnou hypotéku. Nab. pod Jiří. O. Říha v Praze 8178	[1144, 332, 1343, 373]
